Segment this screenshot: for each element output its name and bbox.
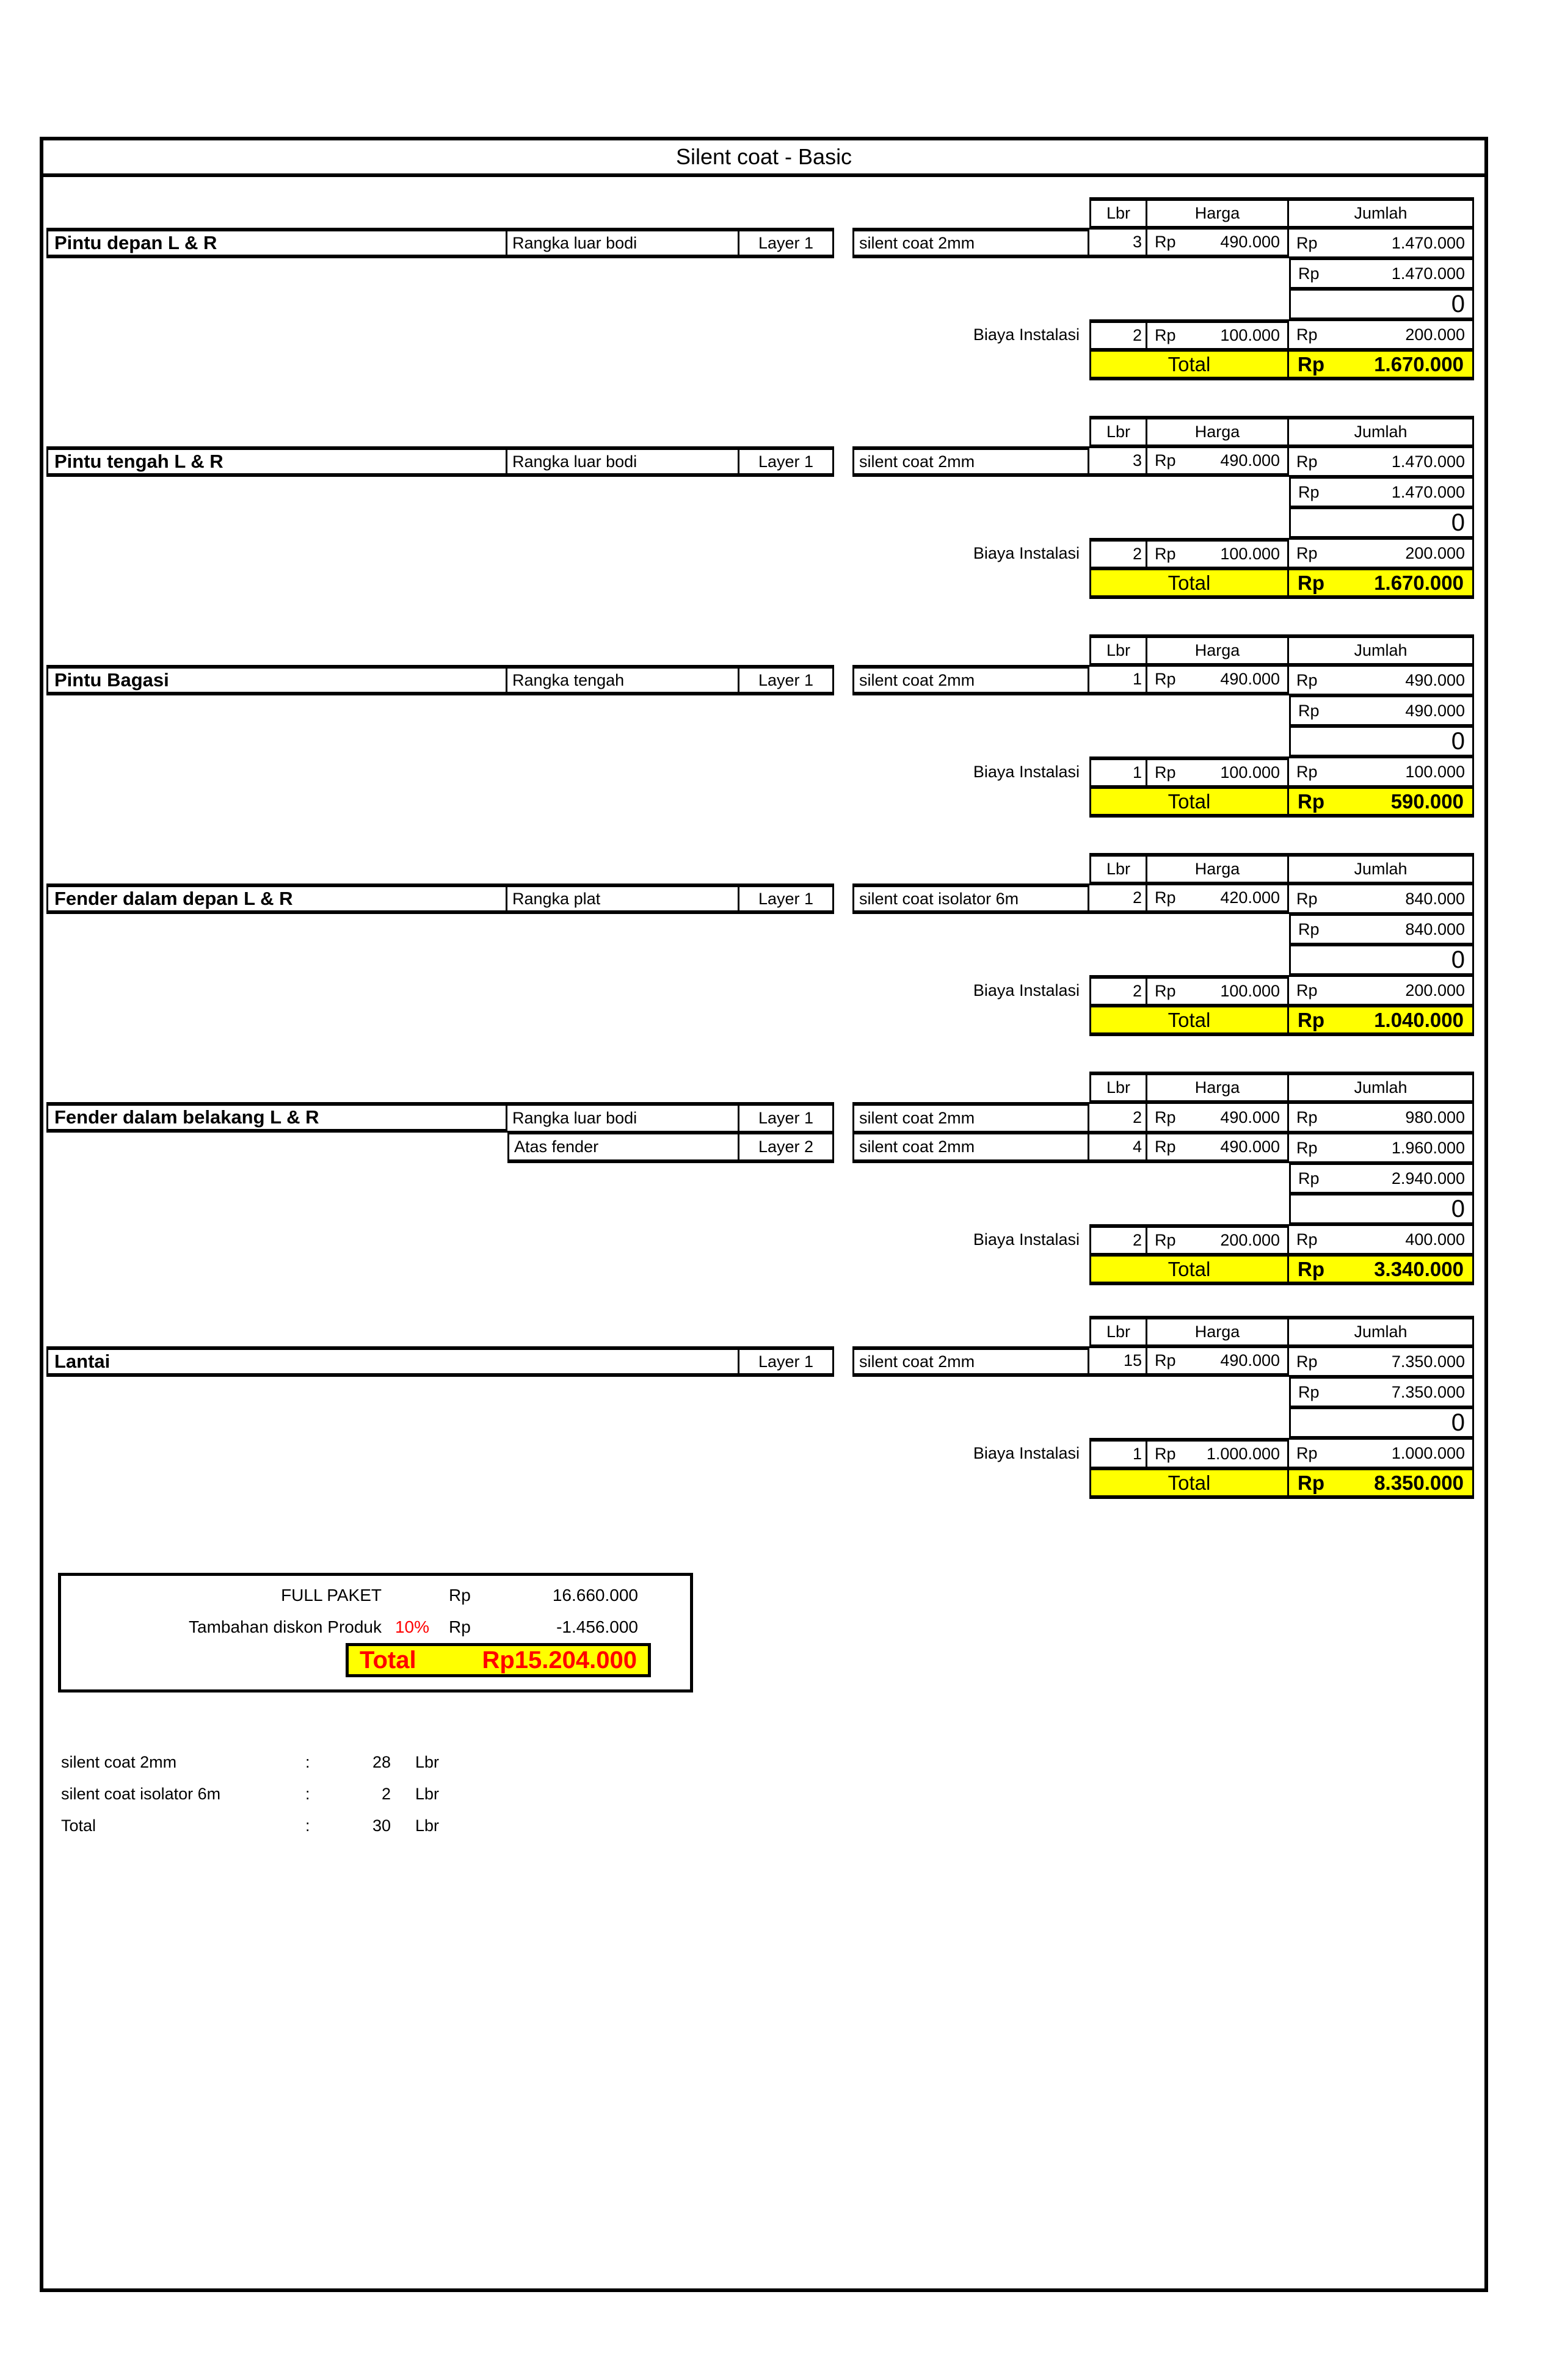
currency-label: Rp [1296, 452, 1318, 471]
column-header-jumlah: Jumlah [1289, 1072, 1474, 1102]
zero-cell: 0 [1289, 1194, 1474, 1224]
amount-cell [1289, 228, 1474, 258]
install-amount-cell [1289, 756, 1474, 787]
amount-value: 100.000 [1220, 545, 1280, 563]
currency-label: Rp [1155, 545, 1176, 563]
qty-cell: 3 [1089, 228, 1147, 258]
zero-cell: 0 [1289, 289, 1474, 319]
amount-cell [1289, 1133, 1474, 1163]
amount-value: 7.350.000 [1391, 1352, 1465, 1371]
currency-label: Rp [1296, 233, 1318, 252]
price-cell [1147, 883, 1289, 914]
material-label: silent coat 2mm [61, 1752, 177, 1771]
install-qty-cell: 1 [1089, 1438, 1147, 1468]
subtotal-cell [1289, 914, 1474, 945]
install-label: Biaya Instalasi [46, 1224, 1089, 1255]
grand-total-label: Total [360, 1646, 416, 1674]
full-paket-label: FULL PAKET [281, 1586, 382, 1605]
currency-label: Rp [1296, 325, 1318, 344]
amount-value: 1.470.000 [1391, 233, 1465, 252]
material-qty: 30 [372, 1816, 391, 1835]
section-total-label: Total [1089, 350, 1289, 380]
currency-label: Rp [1155, 1445, 1176, 1463]
area-cell: Rangka luar bodi [507, 1102, 739, 1133]
colon: : [305, 1816, 310, 1835]
column-header-harga: Harga [1147, 1316, 1289, 1346]
amount-value: 420.000 [1220, 888, 1280, 907]
item-cell: silent coat 2mm [852, 446, 1089, 477]
currency-label: Rp [1296, 1108, 1318, 1127]
price-cell [1147, 446, 1289, 477]
discount-label: Tambahan diskon Produk [189, 1617, 382, 1636]
qty-cell: 15 [1089, 1346, 1147, 1377]
column-header-lbr: Lbr [1089, 197, 1147, 228]
material-row [61, 1746, 611, 1778]
section [46, 416, 1474, 599]
layer-cell: Layer 1 [739, 228, 834, 258]
install-amount-cell [1289, 975, 1474, 1006]
amount-value: 490.000 [1220, 670, 1280, 688]
subtotal-cell [1289, 258, 1474, 289]
sections [46, 197, 1474, 1534]
currency-label: Rp [1155, 1351, 1176, 1370]
amount-value: 100.000 [1220, 326, 1280, 344]
column-header-lbr: Lbr [1089, 416, 1147, 446]
amount-value: 1.670.000 [1374, 571, 1464, 594]
column-header-jumlah: Jumlah [1289, 416, 1474, 446]
subtotal-cell [1289, 1163, 1474, 1194]
discount-percent: 10% [394, 1617, 430, 1636]
section-total-cell [1289, 1255, 1474, 1285]
install-price-cell [1147, 538, 1289, 568]
item-cell: silent coat isolator 6m [852, 883, 1089, 914]
amount-cell [1289, 1102, 1474, 1133]
item-cell: silent coat 2mm [852, 1102, 1089, 1133]
amount-value: 490.000 [1220, 1137, 1280, 1156]
section [46, 853, 1474, 1036]
currency-label: Rp [449, 1586, 471, 1605]
subtotal-cell [1289, 477, 1474, 507]
amount-cell [1289, 1346, 1474, 1377]
area-cell: Atas fender [507, 1133, 739, 1163]
qty-cell: 2 [1089, 883, 1147, 914]
install-qty-cell: 2 [1089, 1224, 1147, 1255]
install-amount-cell [1289, 1438, 1474, 1468]
section [46, 1316, 1474, 1499]
currency-label: Rp [1296, 670, 1318, 689]
layer-cell: Layer 1 [739, 665, 834, 695]
currency-label: Rp [1298, 701, 1320, 720]
install-price-cell [1147, 1224, 1289, 1255]
currency-label: Rp [1155, 1108, 1176, 1127]
section-total-label: Total [1089, 1006, 1289, 1036]
column-header-harga: Harga [1147, 634, 1289, 665]
amount-value: 490.000 [1220, 233, 1280, 251]
amount-value: 1.040.000 [1374, 1008, 1464, 1031]
amount-value: 7.350.000 [1391, 1382, 1465, 1401]
currency-label: Rp [1155, 763, 1176, 782]
grand-total-value: Rp15.204.000 [482, 1646, 637, 1674]
amount-value: 490.000 [1220, 1351, 1280, 1370]
column-header-lbr: Lbr [1089, 1316, 1147, 1346]
amount-cell [1289, 446, 1474, 477]
material-unit: Lbr [415, 1752, 440, 1771]
amount-value: 200.000 [1405, 981, 1465, 1000]
install-label: Biaya Instalasi [46, 1438, 1089, 1468]
material-row [61, 1778, 611, 1810]
amount-value: 1.960.000 [1391, 1138, 1465, 1157]
layer-cell: Layer 1 [739, 446, 834, 477]
materials-summary [61, 1746, 611, 1841]
column-header-harga: Harga [1147, 1072, 1289, 1102]
discount-value: -1.456.000 [556, 1617, 638, 1636]
section [46, 1072, 1474, 1285]
column-header-jumlah: Jumlah [1289, 634, 1474, 665]
currency-label: Rp [1298, 1169, 1320, 1188]
install-qty-cell: 2 [1089, 319, 1147, 350]
layer-cell: Layer 1 [739, 1346, 834, 1377]
section-total-cell [1289, 568, 1474, 599]
amount-cell [1289, 883, 1474, 914]
section-total-cell [1289, 1006, 1474, 1036]
amount-value: 590.000 [1390, 789, 1464, 813]
currency-label: Rp [1155, 451, 1176, 470]
area-cell: Rangka plat [507, 883, 739, 914]
currency-label: Rp [1298, 1008, 1324, 1031]
install-price-cell [1147, 1438, 1289, 1468]
currency-label: Rp [1298, 1471, 1324, 1494]
install-amount-cell [1289, 1224, 1474, 1255]
install-amount-cell [1289, 319, 1474, 350]
area-cell: Rangka luar bodi [507, 228, 739, 258]
install-label: Biaya Instalasi [46, 319, 1089, 350]
layer-cell: Layer 1 [739, 883, 834, 914]
currency-label: Rp [449, 1617, 471, 1636]
currency-label: Rp [1155, 1137, 1176, 1156]
item-cell: silent coat 2mm [852, 1346, 1089, 1377]
zero-cell: 0 [1289, 507, 1474, 538]
discount-row [61, 1611, 690, 1643]
amount-value: 980.000 [1405, 1108, 1465, 1127]
amount-value: 100.000 [1220, 982, 1280, 1000]
install-price-cell [1147, 756, 1289, 787]
qty-cell: 1 [1089, 665, 1147, 695]
column-header-harga: Harga [1147, 416, 1289, 446]
price-cell [1147, 1133, 1289, 1163]
install-label: Biaya Instalasi [46, 975, 1089, 1006]
package-summary-box [58, 1573, 693, 1692]
price-cell [1147, 1346, 1289, 1377]
install-label: Biaya Instalasi [46, 538, 1089, 568]
currency-label: Rp [1298, 920, 1320, 938]
section-name: Pintu depan L & R [46, 228, 507, 258]
amount-value: 840.000 [1405, 889, 1465, 908]
amount-value: 200.000 [1220, 1231, 1280, 1249]
section-total-label: Total [1089, 787, 1289, 818]
area-cell: Rangka tengah [507, 665, 739, 695]
currency-label: Rp [1296, 889, 1318, 908]
currency-label: Rp [1296, 543, 1318, 562]
currency-label: Rp [1155, 233, 1176, 251]
item-cell: silent coat 2mm [852, 665, 1089, 695]
currency-label: Rp [1296, 762, 1318, 781]
currency-label: Rp [1296, 981, 1318, 1000]
full-paket-row [61, 1580, 690, 1611]
install-qty-cell: 2 [1089, 975, 1147, 1006]
currency-label: Rp [1296, 1230, 1318, 1249]
qty-cell: 4 [1089, 1133, 1147, 1163]
currency-label: Rp [1298, 789, 1324, 813]
full-paket-value: 16.660.000 [552, 1586, 638, 1605]
install-qty-cell: 2 [1089, 538, 1147, 568]
currency-label: Rp [1155, 670, 1176, 688]
item-cell: silent coat 2mm [852, 1133, 1089, 1163]
material-qty: 2 [381, 1784, 391, 1803]
section-total-label: Total [1089, 1468, 1289, 1499]
qty-cell: 3 [1089, 446, 1147, 477]
section-name: Pintu tengah L & R [46, 446, 507, 477]
amount-value: 1.470.000 [1391, 264, 1465, 283]
amount-value: 1.670.000 [1374, 352, 1464, 376]
amount-value: 8.350.000 [1374, 1471, 1464, 1494]
amount-value: 200.000 [1405, 325, 1465, 344]
material-row [61, 1810, 611, 1841]
subtotal-cell [1289, 695, 1474, 726]
section-total-label: Total [1089, 568, 1289, 599]
amount-value: 1.470.000 [1391, 482, 1465, 501]
amount-value: 1.470.000 [1391, 452, 1465, 471]
subtotal-cell [1289, 1377, 1474, 1407]
amount-value: 490.000 [1220, 1108, 1280, 1127]
amount-value: 490.000 [1405, 670, 1465, 689]
section-total-cell [1289, 1468, 1474, 1499]
column-header-lbr: Lbr [1089, 853, 1147, 883]
amount-value: 200.000 [1405, 543, 1465, 562]
install-amount-cell [1289, 538, 1474, 568]
price-cell [1147, 1102, 1289, 1133]
section-total-label: Total [1089, 1255, 1289, 1285]
colon: : [305, 1784, 310, 1803]
currency-label: Rp [1298, 482, 1320, 501]
material-unit: Lbr [415, 1784, 440, 1803]
colon: : [305, 1752, 310, 1771]
amount-value: 490.000 [1220, 451, 1280, 470]
page-title: Silent coat - Basic [675, 144, 852, 169]
currency-label: Rp [1298, 1382, 1320, 1401]
currency-label: Rp [1296, 1443, 1318, 1462]
grand-total-box [346, 1643, 651, 1677]
qty-cell: 2 [1089, 1102, 1147, 1133]
currency-label: Rp [1296, 1352, 1318, 1371]
amount-value: 1.000.000 [1391, 1443, 1465, 1462]
amount-value: 1.000.000 [1206, 1445, 1280, 1463]
price-cell [1147, 665, 1289, 695]
currency-label: Rp [1155, 982, 1176, 1000]
section-total-cell [1289, 350, 1474, 380]
section-name: Fender dalam belakang L & R [46, 1102, 507, 1133]
area-cell: Rangka luar bodi [507, 446, 739, 477]
currency-label: Rp [1298, 264, 1320, 283]
material-qty: 28 [372, 1752, 391, 1771]
layer-cell: Layer 2 [739, 1133, 834, 1163]
zero-cell: 0 [1289, 726, 1474, 756]
section-name: Pintu Bagasi [46, 665, 507, 695]
zero-cell: 0 [1289, 1407, 1474, 1438]
amount-value: 3.340.000 [1374, 1257, 1464, 1280]
material-label: Total [61, 1816, 96, 1835]
currency-label: Rp [1155, 326, 1176, 344]
item-cell: silent coat 2mm [852, 228, 1089, 258]
column-header-harga: Harga [1147, 197, 1289, 228]
title-bar [43, 140, 1484, 177]
amount-value: 490.000 [1405, 701, 1465, 720]
install-price-cell [1147, 319, 1289, 350]
amount-value: 840.000 [1405, 920, 1465, 938]
material-unit: Lbr [415, 1816, 440, 1835]
section [46, 634, 1474, 818]
install-label: Biaya Instalasi [46, 756, 1089, 787]
currency-label: Rp [1298, 571, 1324, 594]
amount-value: 100.000 [1405, 762, 1465, 781]
column-header-lbr: Lbr [1089, 1072, 1147, 1102]
currency-label: Rp [1298, 1257, 1324, 1280]
install-price-cell [1147, 975, 1289, 1006]
currency-label: Rp [1298, 352, 1324, 376]
column-header-lbr: Lbr [1089, 634, 1147, 665]
section-total-cell [1289, 787, 1474, 818]
column-header-jumlah: Jumlah [1289, 853, 1474, 883]
section-name: Fender dalam depan L & R [46, 883, 507, 914]
column-header-harga: Harga [1147, 853, 1289, 883]
amount-value: 2.940.000 [1391, 1169, 1465, 1188]
zero-cell: 0 [1289, 945, 1474, 975]
currency-label: Rp [1155, 1231, 1176, 1249]
sheet-frame [40, 137, 1488, 2292]
install-qty-cell: 1 [1089, 756, 1147, 787]
section [46, 197, 1474, 380]
section-name: Lantai [46, 1346, 739, 1377]
amount-value: 400.000 [1405, 1230, 1465, 1249]
currency-label: Rp [1296, 1138, 1318, 1157]
column-header-jumlah: Jumlah [1289, 1316, 1474, 1346]
layer-cell: Layer 1 [739, 1102, 834, 1133]
currency-label: Rp [1155, 888, 1176, 907]
amount-value: 100.000 [1220, 763, 1280, 782]
column-header-jumlah: Jumlah [1289, 197, 1474, 228]
price-cell [1147, 228, 1289, 258]
material-label: silent coat isolator 6m [61, 1784, 221, 1803]
amount-cell [1289, 665, 1474, 695]
